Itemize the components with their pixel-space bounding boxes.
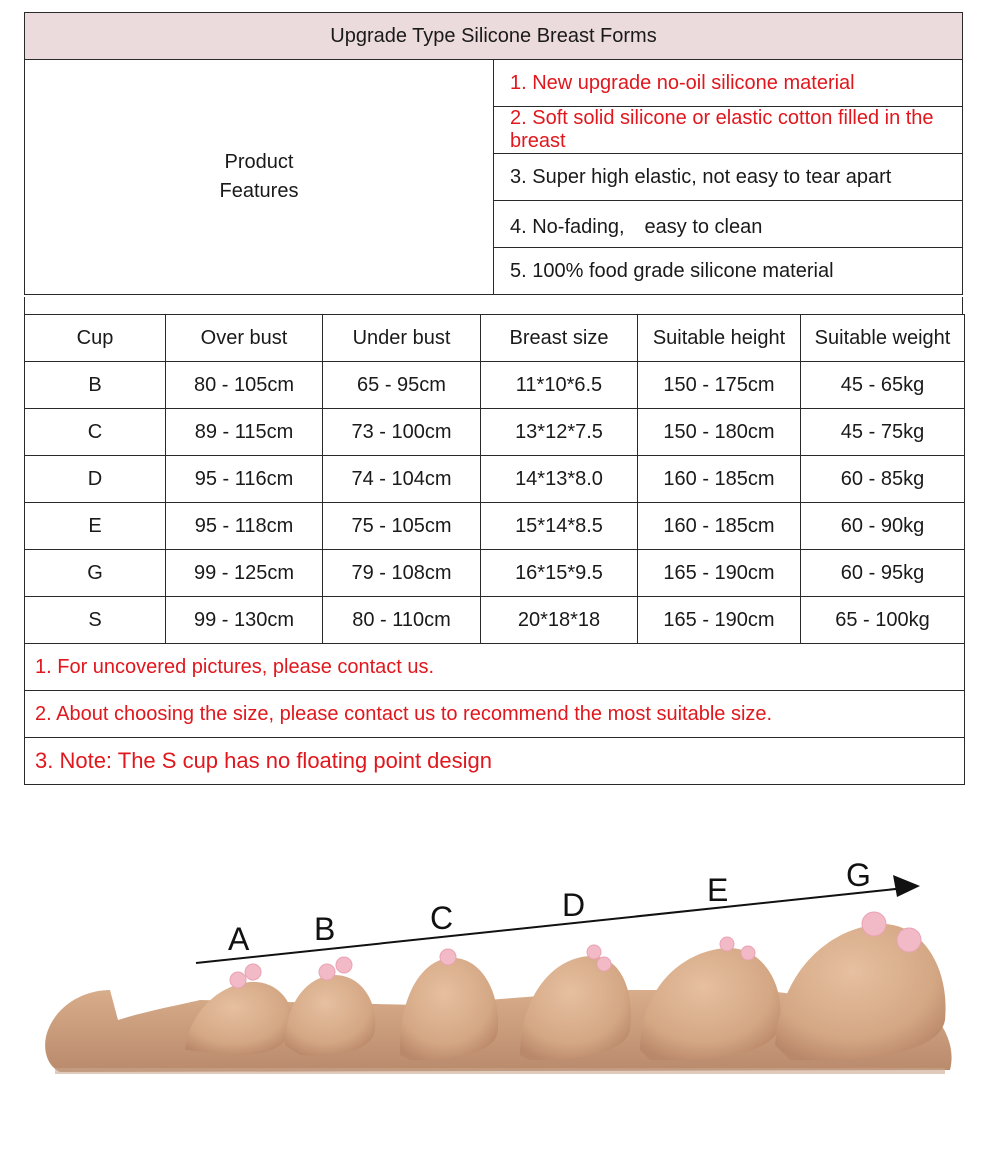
table-cell: 13*12*7.5 [481, 409, 638, 456]
column-header: Suitable weight [801, 315, 965, 362]
breast-form-a [185, 982, 292, 1055]
size-arrow-line [196, 888, 905, 963]
table-cell: 150 - 175cm [638, 362, 801, 409]
size-label-a: A [228, 921, 250, 957]
cup-size-illustration [0, 840, 1001, 1100]
product-features-table [24, 12, 963, 295]
size-label-g: G [846, 857, 871, 893]
product-features-label [25, 60, 494, 295]
floor-shadow [55, 1068, 945, 1074]
table-row [25, 550, 965, 597]
note-row [25, 691, 965, 738]
note-row [25, 644, 965, 691]
column-header: Suitable height [638, 315, 801, 362]
table-cell: 99 - 130cm [166, 597, 323, 644]
table-cell: 20*18*18 [481, 597, 638, 644]
table-title: Upgrade Type Silicone Breast Forms [25, 13, 963, 60]
table-cell: 15*14*8.5 [481, 503, 638, 550]
breast-form-d [520, 956, 631, 1060]
feature-item: 5. 100% food grade silicone material [494, 248, 963, 295]
table-cell: E [25, 503, 166, 550]
size-chart-table [24, 314, 965, 785]
table-cell: 11*10*6.5 [481, 362, 638, 409]
table-cell: D [25, 456, 166, 503]
column-header: Cup [25, 315, 166, 362]
table-cell: 45 - 75kg [801, 409, 965, 456]
size-arrow-head [893, 875, 920, 897]
table-row [25, 597, 965, 644]
table-cell: 65 - 95cm [323, 362, 481, 409]
table-cell: 80 - 110cm [323, 597, 481, 644]
feature-item: 1. New upgrade no-oil silicone material [494, 60, 963, 107]
feature-item: 3. Super high elastic, not easy to tear apart [494, 154, 963, 201]
column-header: Under bust [323, 315, 481, 362]
size-label-e: E [707, 872, 729, 908]
table-cell: 60 - 85kg [801, 456, 965, 503]
table-cell: 60 - 90kg [801, 503, 965, 550]
table-cell: 150 - 180cm [638, 409, 801, 456]
table-cell: C [25, 409, 166, 456]
table-cell: 95 - 118cm [166, 503, 323, 550]
table-cell: 79 - 108cm [323, 550, 481, 597]
table-row [25, 409, 965, 456]
table-cell: 95 - 116cm [166, 456, 323, 503]
table-cell: S [25, 597, 166, 644]
table-cell: B [25, 362, 166, 409]
cup-size-comparison-photo [0, 840, 1001, 1100]
table-separator [24, 297, 963, 314]
table-cell: 99 - 125cm [166, 550, 323, 597]
size-label-b: B [314, 911, 336, 947]
breast-form-e [640, 948, 781, 1060]
note-text: 2. About choosing the size, please contact us to recommend the most suitable size. [25, 691, 965, 738]
table-cell: 73 - 100cm [323, 409, 481, 456]
table-cell: 160 - 185cm [638, 456, 801, 503]
column-header: Over bust [166, 315, 323, 362]
table-row [25, 503, 965, 550]
table-cell: 75 - 105cm [323, 503, 481, 550]
note-row [25, 738, 965, 785]
note-text: 3. Note: The S cup has no floating point design [25, 738, 965, 785]
table-cell: 65 - 100kg [801, 597, 965, 644]
table-row [25, 456, 965, 503]
table-row [25, 362, 965, 409]
table-cell: 16*15*9.5 [481, 550, 638, 597]
table-cell: 89 - 115cm [166, 409, 323, 456]
breast-form-b [285, 975, 375, 1056]
feature-item: 4. No-fading, easy to clean [494, 201, 963, 248]
size-label-c: C [430, 900, 454, 936]
table-cell: 165 - 190cm [638, 550, 801, 597]
header-row [25, 315, 965, 362]
table-cell: 45 - 65kg [801, 362, 965, 409]
table-cell: 80 - 105cm [166, 362, 323, 409]
table-cell: 165 - 190cm [638, 597, 801, 644]
note-text: 1. For uncovered pictures, please contact us. [25, 644, 965, 691]
column-header: Breast size [481, 315, 638, 362]
size-label-d: D [562, 887, 586, 923]
product-features-label-text: Product Features [219, 151, 299, 202]
table-cell: G [25, 550, 166, 597]
table-cell: 74 - 104cm [323, 456, 481, 503]
feature-item: 2. Soft solid silicone or elastic cotton filled in the breast [494, 107, 963, 154]
table-cell: 14*13*8.0 [481, 456, 638, 503]
table-cell: 160 - 185cm [638, 503, 801, 550]
breast-form-c [400, 958, 498, 1060]
table-cell: 60 - 95kg [801, 550, 965, 597]
